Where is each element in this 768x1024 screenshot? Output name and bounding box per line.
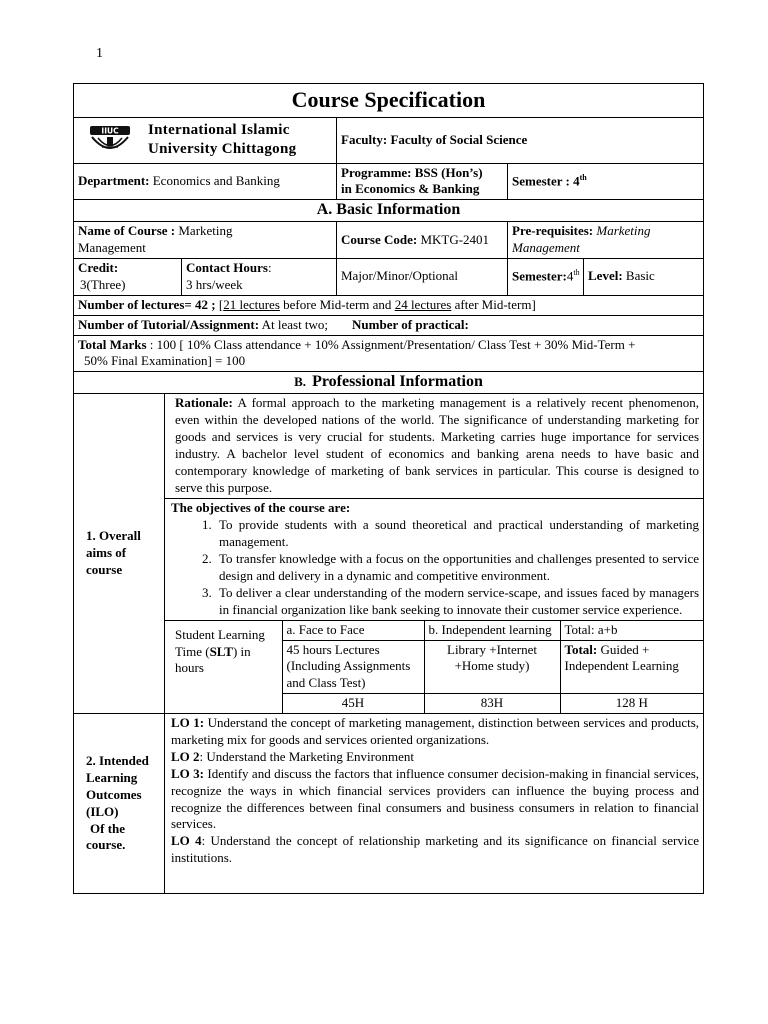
ilo-item: LO 4: Understand the concept of relationship marketing and its significance on financial service institutions. [171, 833, 699, 866]
course-code-cell: Course Code: MKTG-2401 [337, 222, 508, 259]
slt-independent: b. Independent learning [424, 621, 560, 640]
department-value: Economics and Banking [152, 173, 280, 189]
slt-table [165, 621, 703, 713]
page-number: 1 [96, 46, 103, 61]
credit-cell: Credit: 3(Three) [74, 258, 182, 295]
slt-total-hours: 128 H [560, 694, 703, 713]
slt-label: Student Learning Time (SLT) in hours [175, 626, 265, 676]
ilo-item: LO 2: Understand the Marketing Environment [171, 748, 414, 764]
objective-item: 3. To deliver a clear understanding of the modern service-scape, and issues faced by managers in financial organization like bank seeking to innovate their customer service experience. [215, 585, 699, 619]
university-name-line1: International Islamic [148, 122, 290, 139]
rationale-cell: Rationale: A formal approach to the marketing management is a relatively recent phenomenon, even within the developed nations of the world. The significance of understanding marketing for goods and services is very crucial for students. Marketing carries huge importance for services industry. A bachelor level student of economics and banking arena needs to have basic and contemporary knowledge of marketing of bank services in particular. This course is designed to serve this purpose. [165, 394, 704, 499]
slt-independent-detail: Library +Internet +Home study) [424, 640, 560, 694]
document-title: Course Specification [74, 84, 704, 118]
programme-cell: Programme: BSS (Hon’s) in Economics & Banking [337, 163, 508, 200]
section-b-heading: B. Professional Information [74, 372, 704, 394]
semester-header: Semester : 4th [508, 163, 704, 200]
department-cell: Department: Economics and Banking [74, 163, 337, 200]
contact-hours-cell: Contact Hours: 3 hrs/week [182, 258, 337, 295]
course-name-cell: Name of Course : Marketing Management [74, 222, 337, 259]
major-minor-cell: Major/Minor/Optional [337, 258, 508, 295]
objectives-cell: The objectives of the course are: 1. To provide students with a sound theoretical and practical understanding of marketing management. 2. To transfer knowledge with a focus on the opportunities and challenges presented to service design and delivery in a dynamic and competitive environment. 3. To deliver a clear understanding of the modern service-scape, and issues faced by managers in financial organization like bank seeking to innovate their customer service experience. [165, 499, 704, 620]
tutorial-row: Number of Tutorial/Assignment: At least two; Number of practical: [74, 315, 704, 335]
ilo-cell [165, 714, 704, 894]
svg-text:IIUC: IIUC [101, 126, 119, 136]
prerequisites-cell: Pre-requisites: Marketing Management [508, 222, 704, 259]
objectives-list [171, 517, 699, 618]
ilo-item: LO 3: Identify and discuss the factors that influence consumer decision-making in financial services, recognize the ways in which financial services providers can influence the buying process and recognize the differences between final consumers and business consumers in relation to financial services. [171, 765, 700, 832]
university-name-line2: University Chittagong [148, 141, 297, 158]
slt-total-header: Total: a+b [560, 621, 703, 640]
slt-independent-hours: 83H [424, 694, 560, 713]
aims-label: 1. Overall aims of course [74, 394, 165, 714]
slt-cell [165, 620, 704, 713]
slt-face-to-face: a. Face to Face [282, 621, 424, 640]
slt-face-detail: 45 hours Lectures (Including Assignments and Class Test) [282, 640, 424, 694]
ilo-label: 2. Intended Learning Outcomes (ILO) Of the course. [74, 714, 165, 894]
total-marks-row: Total Marks : 100 [ 10% Class attendance + 10% Assignment/Presentation/ Class Test + 30% Mid-Term + 50% Final Examination] = 100 [74, 335, 704, 372]
ilo-item: LO 1: Understand the concept of marketing management, distinction between services and products, marketing mix for goods and services oriented organizations. [171, 715, 700, 748]
objective-item: 2. To transfer knowledge with a focus on the opportunities and challenges presented to service design and delivery in a dynamic and competitive environment. [215, 551, 699, 585]
slt-total-detail: Total: Guided + Independent Learning [560, 640, 703, 694]
lectures-row: Number of lectures= 42 ; [21 lectures before Mid-term and 24 lectures after Mid-term] [74, 295, 704, 315]
slt-face-hours: 45H [282, 694, 424, 713]
objective-item: 1. To provide students with a sound theoretical and practical understanding of marketing management. [215, 517, 699, 551]
semester-cell: Semester:4th [508, 258, 584, 295]
faculty-cell: Faculty: Faculty of Social Science [337, 117, 704, 163]
university-cell [74, 117, 337, 163]
section-a-heading: A. Basic Information [74, 200, 704, 222]
university-logo-icon [88, 123, 132, 157]
course-spec-table [73, 83, 704, 894]
level-cell: Level: Basic [584, 258, 704, 295]
faculty-value: Faculty of Social Science [390, 131, 528, 147]
